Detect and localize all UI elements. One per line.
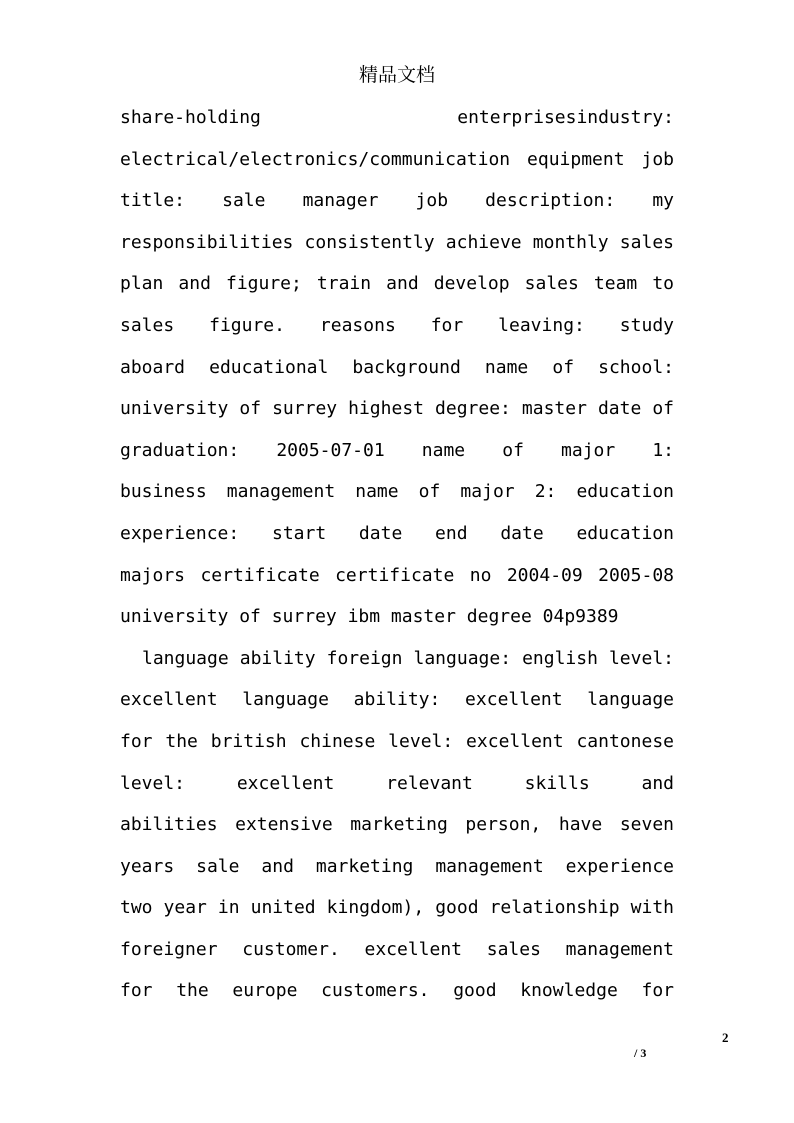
text-line: foreigner customer. excellent sales management xyxy=(120,938,674,960)
text-line: title: sale manager job description: my xyxy=(120,190,674,212)
page-header: 精品文档 xyxy=(358,64,435,86)
text-line: excellent language ability: excellent language xyxy=(120,689,674,711)
text-line: electrical/electronics/communication equipment job xyxy=(120,148,674,170)
text-line: experience: start date end date education xyxy=(120,522,674,544)
text-line: level: excellent relevant skills and xyxy=(120,772,674,794)
text-line: for the british chinese level: excellent cantonese xyxy=(120,730,674,752)
text-line: graduation: 2005-07-01 name of major 1: xyxy=(120,439,674,461)
text-line: plan and figure; train and develop sales team to xyxy=(120,273,674,295)
text-line: business management name of major 2: education xyxy=(120,481,674,503)
page-total: / 3 xyxy=(634,1046,647,1060)
text-line: for the europe customers. good knowledge for xyxy=(120,980,674,1002)
body-text xyxy=(120,97,674,1012)
page-number: 2 xyxy=(722,1030,729,1045)
text-line: university of surrey ibm master degree 04p9389 xyxy=(120,606,619,628)
text-line: sales figure. reasons for leaving: study xyxy=(120,314,674,336)
text-line: abilities extensive marketing person, have seven xyxy=(120,814,674,836)
text-line: language ability foreign language: english level: xyxy=(142,647,674,669)
text-line: years sale and marketing management experience xyxy=(120,855,674,877)
text-line: share-holding enterprisesindustry: xyxy=(120,107,674,128)
text-line: responsibilities consistently achieve monthly sales xyxy=(120,231,674,253)
text-line: majors certificate certificate no 2004-09 2005-08 xyxy=(120,564,674,586)
text-line: two year in united kingdom), good relationship with xyxy=(120,897,674,919)
text-line: aboard educational background name of school: xyxy=(120,356,674,378)
text-line: university of surrey highest degree: master date of xyxy=(120,398,674,420)
